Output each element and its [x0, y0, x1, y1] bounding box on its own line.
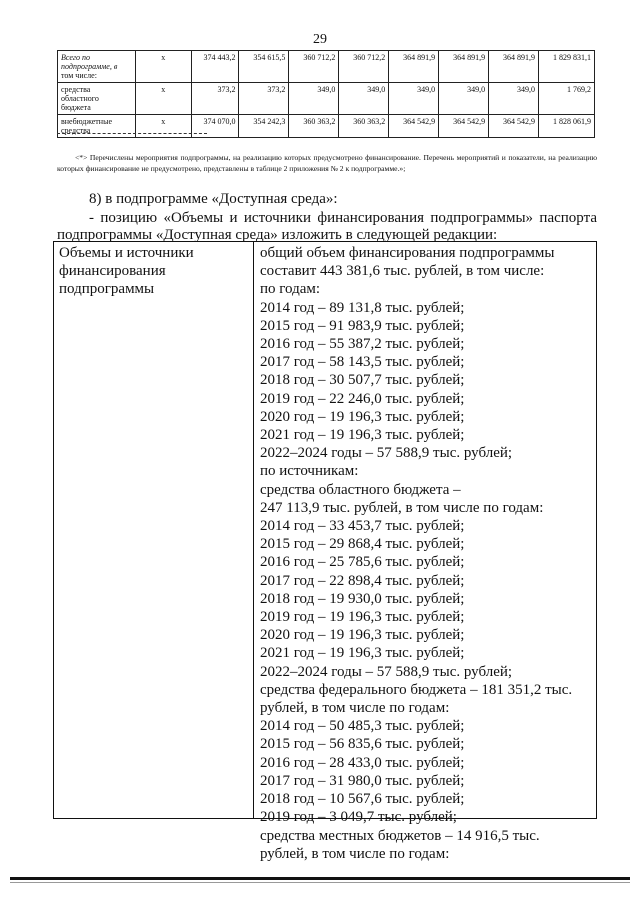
label-part: том числе: [61, 71, 97, 80]
right-line: по источникам: [260, 463, 359, 480]
row-label [58, 51, 136, 83]
label-part: областного [61, 94, 99, 103]
value-cell: 1 769,2 [539, 83, 595, 115]
value-cell: 364 891,9 [439, 51, 489, 83]
instruction-paragraph: - позицию «Объемы и источники финансирования подпрограммы» паспорта подпрограммы «Доступная среда» изложить в следующей редакции: [57, 210, 597, 243]
right-line: 2014 год – 89 131,8 тыс. рублей; [260, 299, 465, 316]
right-line: 2017 год – 31 980,0 тыс. рублей; [260, 772, 465, 789]
value-cell: 360 712,2 [339, 51, 389, 83]
right-line: 2020 год – 19 196,3 тыс. рублей; [260, 627, 465, 644]
right-line: средства областного бюджета – [260, 481, 461, 498]
label-part: подпрограмме, в [61, 62, 118, 71]
value-cell: 349,0 [339, 83, 389, 115]
right-line: средства местных бюджетов – 14 916,5 тыс. [260, 827, 540, 844]
column-divider [253, 242, 254, 818]
right-line: 247 113,9 тыс. рублей, в том числе по годам: [260, 499, 544, 516]
value-cell: 360 363,2 [289, 115, 339, 138]
value-cell: 364 542,9 [489, 115, 539, 138]
right-line: средства федерального бюджета – 181 351,2 тыс. [260, 681, 573, 698]
value-cell: 354 242,3 [239, 115, 289, 138]
right-line: 2021 год – 19 196,3 тыс. рублей; [260, 645, 465, 662]
right-line: 2016 год – 28 433,0 тыс. рублей; [260, 754, 465, 771]
right-line: 2015 год – 91 983,9 тыс. рублей; [260, 317, 465, 334]
right-line: 2020 год – 19 196,3 тыс. рублей; [260, 408, 465, 425]
table-row-regional [58, 83, 595, 115]
right-line: рублей, в том числе по годам: [260, 845, 450, 862]
left-line: Объемы и источники [59, 245, 194, 261]
footnote: <*> Перечислены мероприятия подпрограммы, на реализацию которых предусмотрено финансирование. Перечень мероприятий и показатели, на реализацию которых финансирование не предусмотрено, представлены в таблице 2 приложения № 2 к подпрограмме.»; [57, 153, 597, 173]
financing-summary-table [57, 50, 595, 138]
right-line: 2021 год – 19 196,3 тыс. рублей; [260, 427, 465, 444]
right-line: 2018 год – 10 567,6 тыс. рублей; [260, 791, 465, 808]
value-cell: 364 542,9 [439, 115, 489, 138]
right-line: 2016 год – 25 785,6 тыс. рублей; [260, 554, 465, 571]
table-row-extrabudgetary [58, 115, 595, 138]
right-column [260, 244, 594, 863]
label-part: средства [61, 126, 91, 135]
footnote-separator [57, 133, 207, 134]
left-column [59, 244, 247, 298]
table-row-total [58, 51, 595, 83]
right-line: 2017 год – 22 898,4 тыс. рублей; [260, 572, 465, 589]
value-cell: 364 891,9 [489, 51, 539, 83]
right-line: 2014 год – 33 453,7 тыс. рублей; [260, 518, 465, 535]
right-line: 2015 год – 56 835,6 тыс. рублей; [260, 736, 465, 753]
label-part: средства [61, 85, 91, 94]
x-cell: х [135, 51, 191, 83]
value-cell: 373,2 [191, 83, 239, 115]
value-cell: 354 615,5 [239, 51, 289, 83]
value-cell: 349,0 [389, 83, 439, 115]
value-cell: 1 828 061,9 [539, 115, 595, 138]
right-line: 2014 год – 50 485,3 тыс. рублей; [260, 718, 465, 735]
page-number: 29 [313, 32, 327, 47]
right-line: 2017 год – 58 143,5 тыс. рублей; [260, 354, 465, 371]
value-cell: 360 363,2 [339, 115, 389, 138]
value-cell: 349,0 [439, 83, 489, 115]
right-line: 2018 год – 30 507,7 тыс. рублей; [260, 372, 465, 389]
value-cell: 373,2 [239, 83, 289, 115]
right-line: общий объем финансирования подпрограммы [260, 245, 555, 261]
x-cell: х [135, 115, 191, 138]
right-line: по годам: [260, 281, 321, 298]
value-cell: 364 891,9 [389, 51, 439, 83]
right-line: 2022–2024 годы – 57 588,9 тыс. рублей; [260, 445, 513, 462]
label-part: внебюджетные [61, 117, 112, 126]
page-bottom-rule-thin [10, 882, 630, 883]
left-line: финансирования [59, 263, 166, 279]
label-part: бюджета [61, 103, 91, 112]
right-line: 2018 год – 19 930,0 тыс. рублей; [260, 590, 465, 607]
value-cell: 364 542,9 [389, 115, 439, 138]
right-line: 2019 год – 19 196,3 тыс. рублей; [260, 609, 465, 626]
right-line: 2019 год – 22 246,0 тыс. рублей; [260, 390, 465, 407]
value-cell: 374 443,2 [191, 51, 239, 83]
x-cell: х [135, 83, 191, 115]
row-label [58, 115, 136, 138]
value-cell: 1 829 831,1 [539, 51, 595, 83]
right-line: 2015 год – 29 868,4 тыс. рублей; [260, 536, 465, 553]
page-bottom-rule [10, 877, 630, 880]
right-line: 2019 год – 3 049,7 тыс. рублей; [260, 809, 457, 826]
right-line: составит 443 381,6 тыс. рублей, в том числе: [260, 263, 545, 280]
value-cell: 374 070,0 [191, 115, 239, 138]
right-line: 2016 год – 55 387,2 тыс. рублей; [260, 336, 465, 353]
value-cell: 349,0 [289, 83, 339, 115]
right-line: рублей, в том числе по годам: [260, 700, 450, 717]
section-heading: 8) в подпрограмме «Доступная среда»: [89, 191, 338, 207]
row-label [58, 83, 136, 115]
label-part: Всего по [61, 53, 91, 62]
left-line: подпрограммы [59, 281, 155, 297]
value-cell: 349,0 [489, 83, 539, 115]
passport-table [53, 241, 597, 862]
value-cell: 360 712,2 [289, 51, 339, 83]
right-line: 2022–2024 годы – 57 588,9 тыс. рублей; [260, 663, 513, 680]
